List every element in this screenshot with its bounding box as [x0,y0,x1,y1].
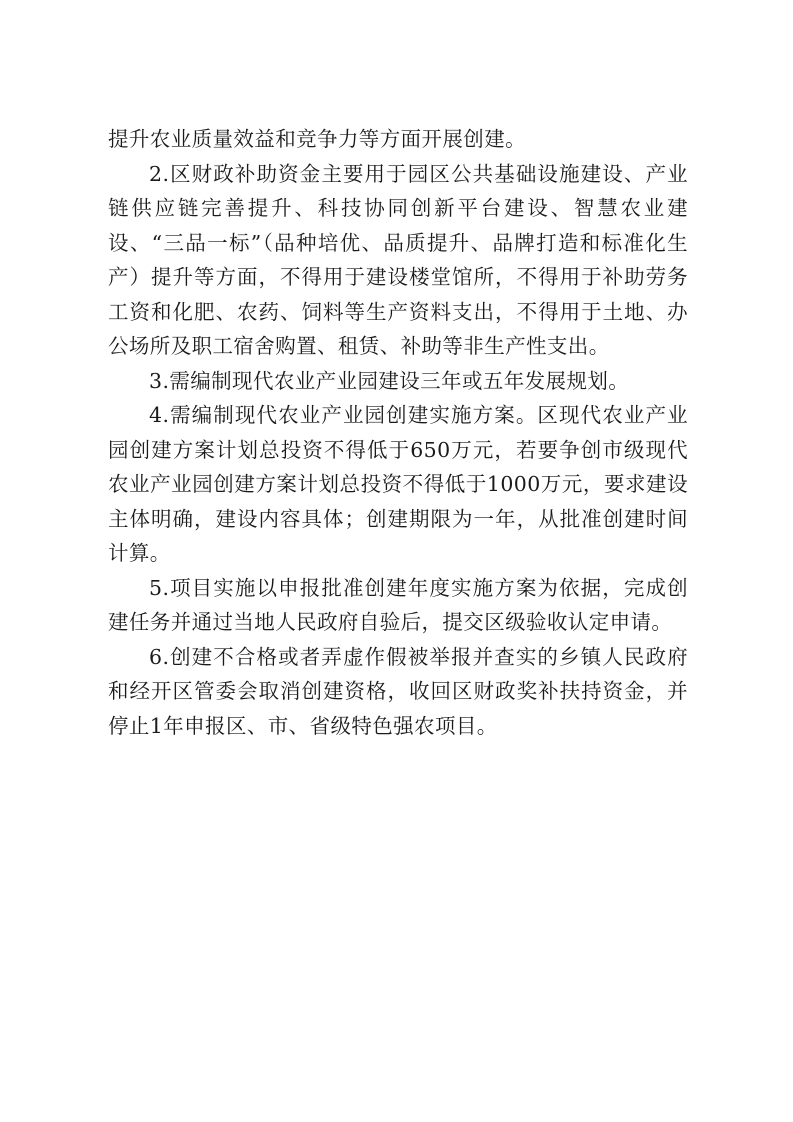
paragraph-item-3: 3.需编制现代农业产业园建设三年或五年发展规划。 [149,368,630,393]
paragraph-item-5: 5.项目实施以申报批准创建年度实施方案为依据，完成创建任务并通过当地人民政府自验后，提交区级验收认定申请。 [108,575,688,634]
paragraph-item-2: 2.区财政补助资金主要用于园区公共基础设施建设、产业链供应链完善提升、科技协同创新平台建设、智慧农业建设、“三品一标”（品种培优、品质提升、品牌打造和标准化生产）提升等方面，不得用于建设楼堂馆所，不得用于补助劳务工资和化肥、农药、饲料等生产资料支出，不得用于土地、办公场所及职工宿舍购置、租赁、补助等非生产性支出。 [108,161,688,358]
paragraph-item-6: 6.创建不合格或者弄虚作假被举报并查实的乡镇人民政府和经开区管委会取消创建资格，收回区财政奖补扶持资金，并停止1年申报区、市、省级特色强农项目。 [108,644,688,738]
paragraph-continuation: 提升农业质量效益和竞争力等方面开展创建。 [108,127,526,151]
document-body [108,122,688,743]
paragraph-item-4: 4.需编制现代农业产业园创建实施方案。区现代农业产业园创建方案计划总投资不得低于650万元，若要争创市级现代农业产业园创建方案计划总投资不得低于1000万元，要求建设主体明确，建设内容具体；创建期限为一年，从批准创建时间计算。 [108,403,688,565]
